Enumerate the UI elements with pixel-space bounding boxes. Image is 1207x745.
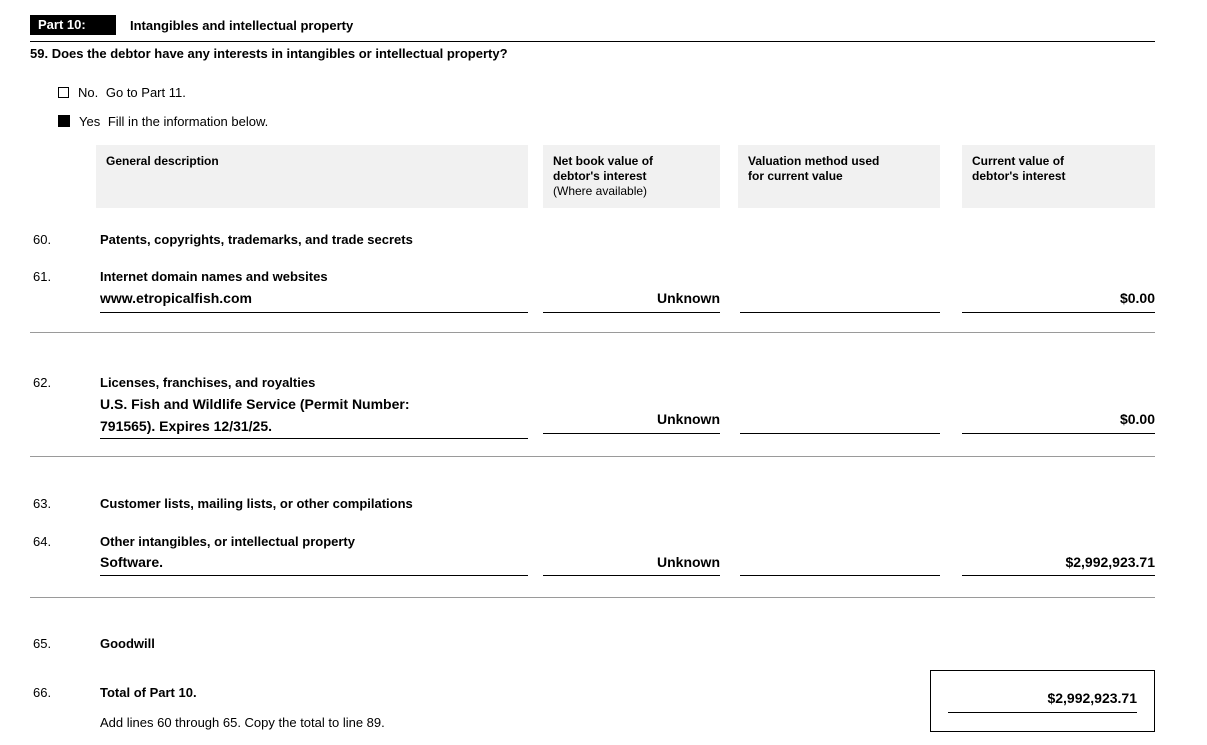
column-header-description	[96, 145, 528, 208]
header-divider	[30, 41, 1155, 42]
checkbox-option-no[interactable]	[58, 85, 186, 100]
question-59	[30, 46, 508, 61]
option-no-text: Go to Part 11.	[105, 85, 186, 100]
row-61-net-book-value[interactable]: Unknown	[657, 290, 720, 306]
checkbox-option-yes[interactable]	[58, 114, 268, 129]
row-60-number: 60.	[33, 232, 52, 247]
option-yes-lead: Yes	[79, 114, 101, 129]
row-64-current-value[interactable]: $2,992,923.71	[1065, 554, 1155, 570]
row-61-description-underline	[100, 312, 528, 313]
row-66-number: 66.	[33, 685, 52, 700]
part-title: Intangibles and intellectual property	[130, 17, 354, 33]
row-64-label: Other intangibles, or intellectual property	[100, 534, 355, 549]
row-62-net-underline	[543, 433, 720, 434]
column-header-valuation-line1: Valuation method used	[748, 154, 880, 168]
row-62-label: Licenses, franchises, and royalties	[100, 375, 316, 390]
option-yes-text: Fill in the information below.	[107, 114, 269, 129]
section-divider-3	[30, 597, 1155, 598]
row-61-current-value[interactable]: $0.00	[1119, 290, 1155, 306]
total-underline	[948, 712, 1137, 713]
row-60-label: Patents, copyrights, trademarks, and trade secrets	[100, 232, 413, 247]
column-header-net-line2: debtor's interest	[553, 169, 647, 183]
row-64-description-underline	[100, 575, 528, 576]
row-61-label: Internet domain names and websites	[100, 269, 328, 284]
row-64-description-value[interactable]: Software.	[100, 554, 164, 570]
row-64-valuation-underline	[740, 575, 940, 576]
column-header-current-value	[962, 145, 1155, 208]
row-61-description-value[interactable]: www.etropicalfish.com	[100, 290, 252, 306]
section-divider-1	[30, 332, 1155, 333]
column-header-description-label: General description	[106, 154, 219, 168]
row-62-valuation-underline	[740, 433, 940, 434]
row-65-number: 65.	[33, 636, 52, 651]
row-61-number: 61.	[33, 269, 52, 284]
column-header-valuation-method	[738, 145, 940, 208]
row-65-label: Goodwill	[100, 636, 155, 651]
column-header-current-line1: Current value of	[972, 154, 1065, 168]
row-62-description-value-line2[interactable]: 791565). Expires 12/31/25.	[100, 418, 273, 434]
row-62-current-value[interactable]: $0.00	[1119, 411, 1155, 427]
row-62-description-underline	[100, 438, 528, 439]
row-61-net-underline	[543, 312, 720, 313]
row-62-number: 62.	[33, 375, 52, 390]
question-59-text: Does the debtor have any interests in intangibles or intellectual property?	[51, 46, 508, 61]
column-header-valuation-line2: for current value	[748, 169, 843, 183]
row-64-number: 64.	[33, 534, 52, 549]
column-header-net-line1: Net book value of	[553, 154, 654, 168]
column-header-net-book-value	[543, 145, 720, 208]
row-61-valuation-underline	[740, 312, 940, 313]
option-yes-label	[79, 114, 268, 129]
option-no-label	[78, 85, 186, 100]
row-64-current-underline	[962, 575, 1155, 576]
row-66-note: Add lines 60 through 65. Copy the total to line 89.	[100, 715, 385, 730]
row-62-description-value-line1[interactable]: U.S. Fish and Wildlife Service (Permit Number:	[100, 396, 410, 412]
row-64-net-underline	[543, 575, 720, 576]
part-tag: Part 10:	[30, 15, 116, 35]
row-66-label: Total of Part 10.	[100, 685, 197, 700]
option-no-lead: No.	[78, 85, 99, 100]
column-header-current-line2: debtor's interest	[972, 169, 1066, 183]
checkbox-unchecked-icon[interactable]	[58, 87, 69, 98]
column-header-net-note: (Where available)	[553, 184, 648, 198]
row-63-label: Customer lists, mailing lists, or other compilations	[100, 496, 413, 511]
row-61-current-underline	[962, 312, 1155, 313]
checkbox-checked-icon[interactable]	[58, 115, 70, 127]
row-64-net-book-value[interactable]: Unknown	[657, 554, 720, 570]
question-59-number: 59.	[30, 46, 49, 61]
row-62-current-underline	[962, 433, 1155, 434]
part-header	[30, 14, 1155, 36]
section-divider-2	[30, 456, 1155, 457]
total-amount[interactable]: $2,992,923.71	[1047, 690, 1137, 706]
row-62-net-book-value[interactable]: Unknown	[657, 411, 720, 427]
row-63-number: 63.	[33, 496, 52, 511]
